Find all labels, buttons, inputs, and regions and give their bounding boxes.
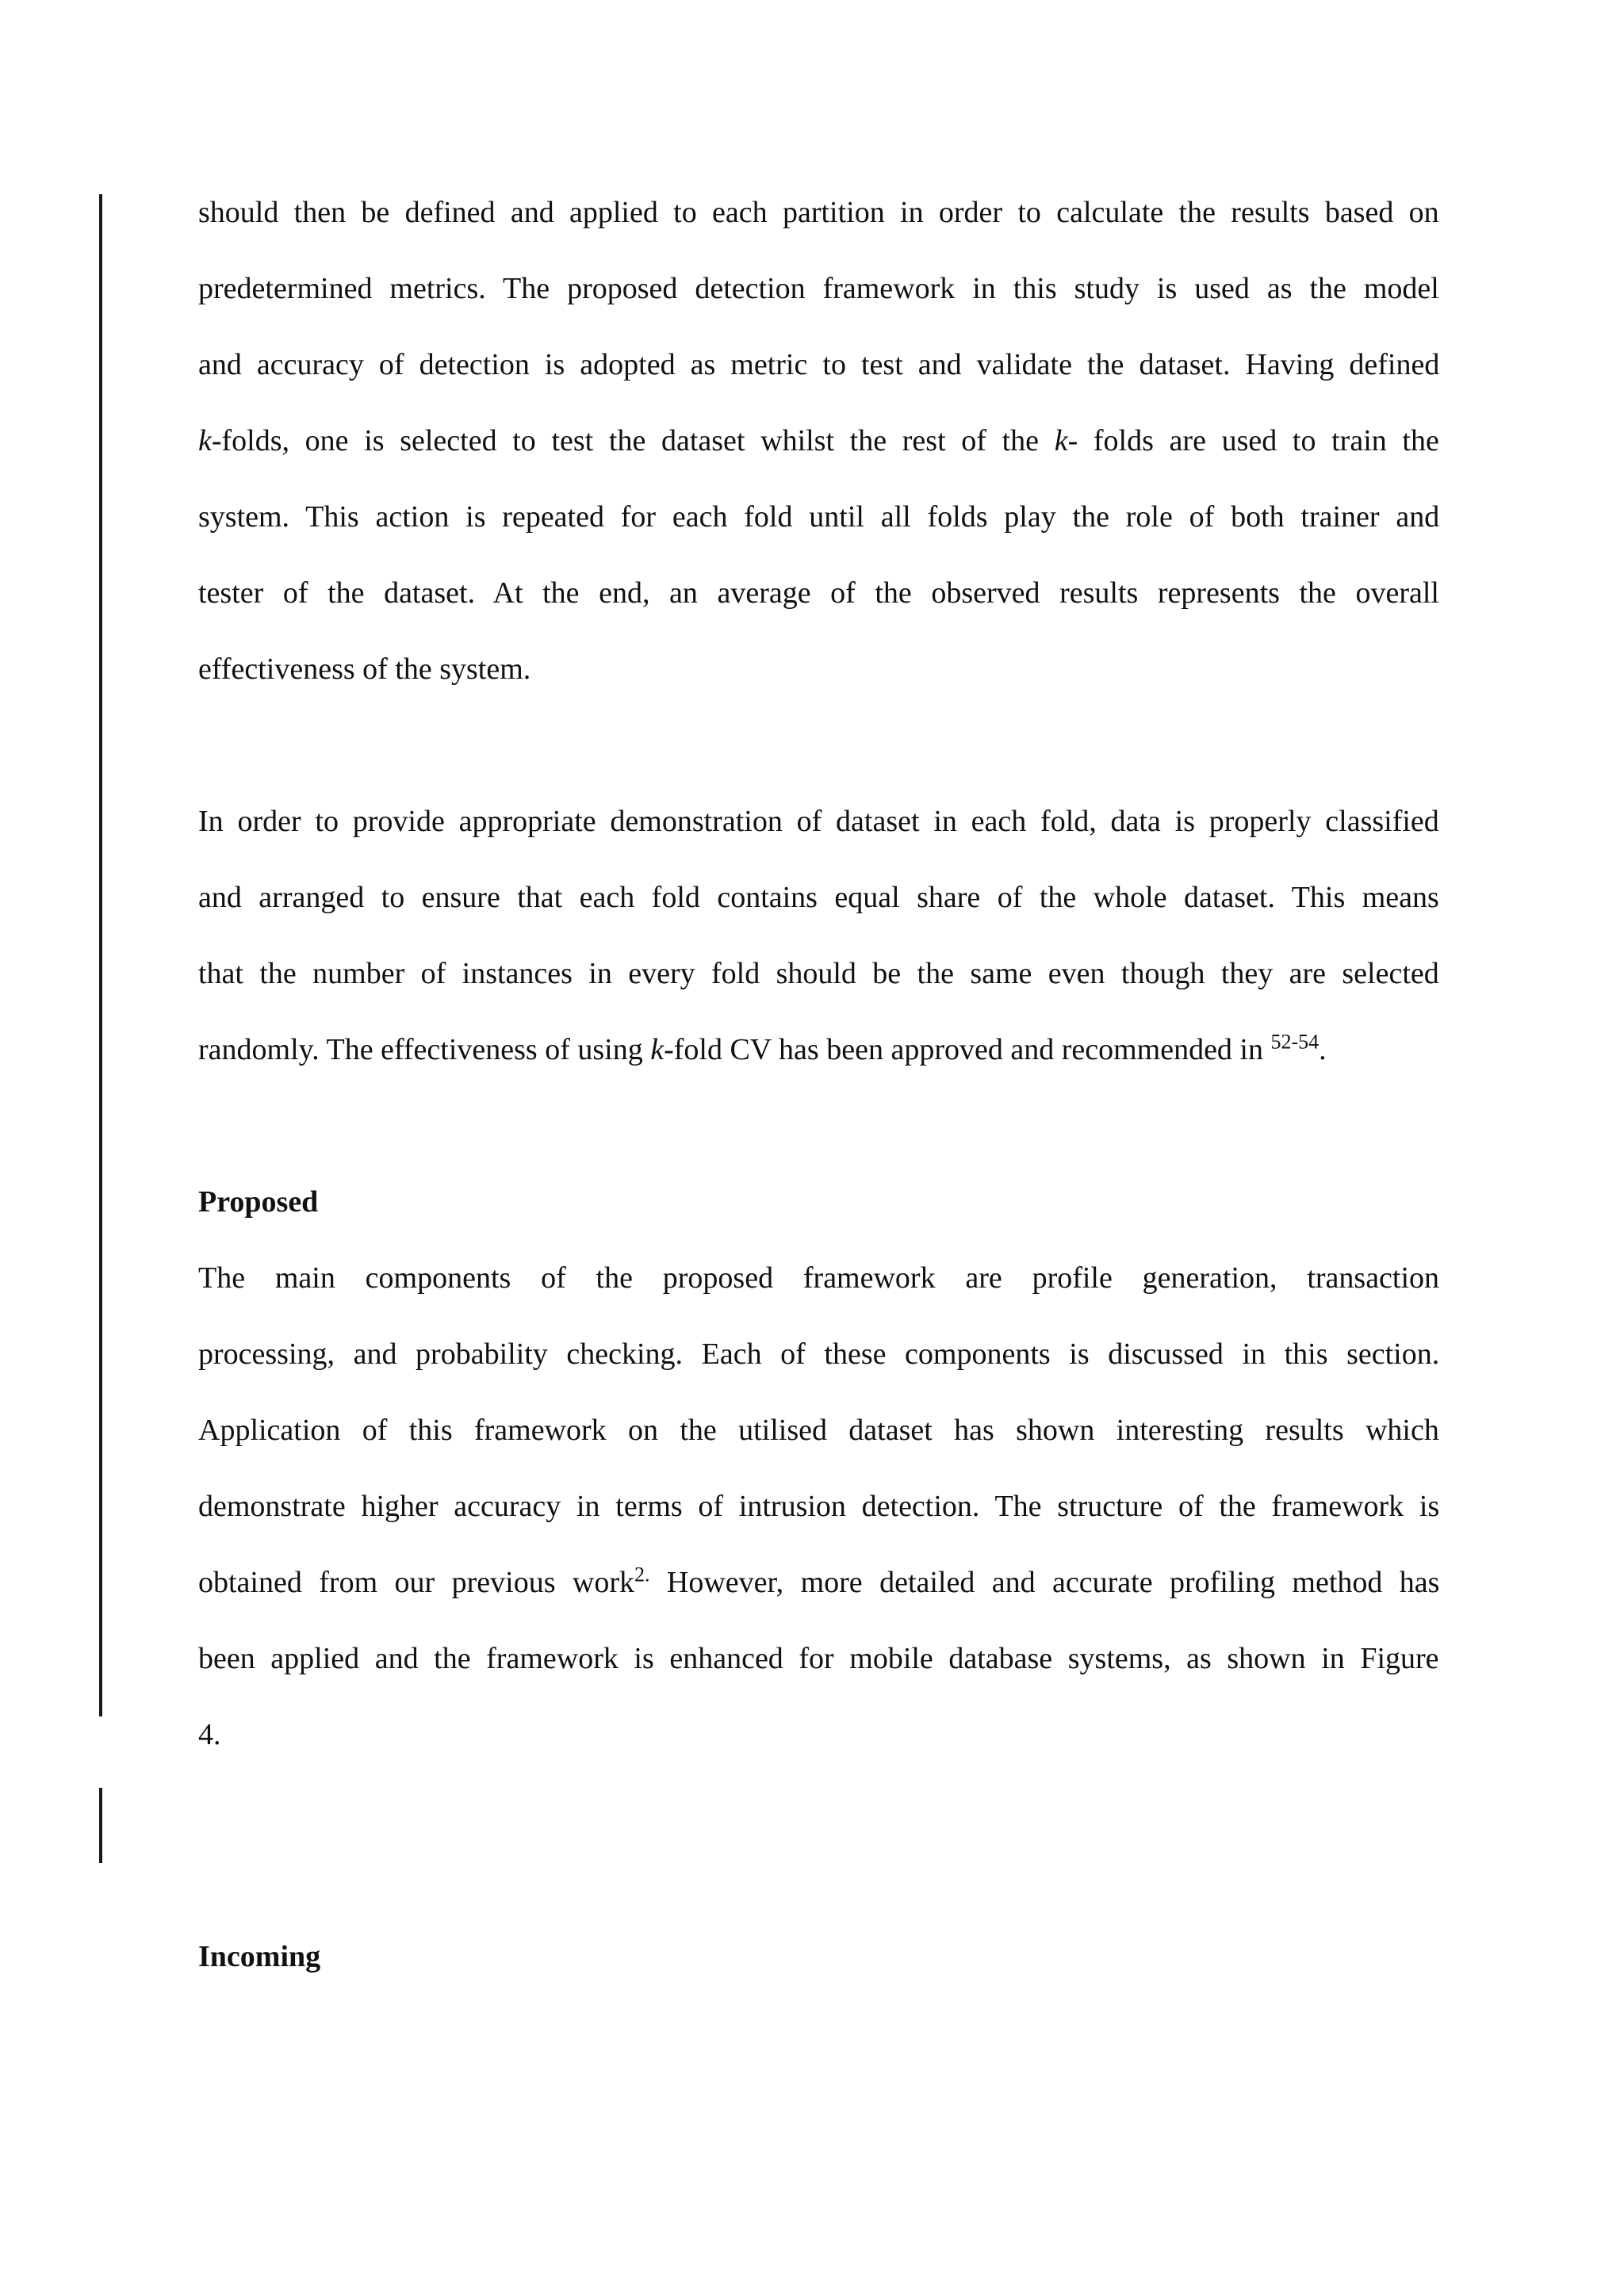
- text-line: [198, 251, 1439, 327]
- line-text: that the number of instances in every fold should be the same even though they are selected: [198, 957, 1439, 990]
- paragraph-framework-components: [198, 1240, 1439, 1773]
- line-text-part: However, more detailed and accurate profiling method has: [649, 1566, 1440, 1599]
- line-text: Application of this framework on the utilised dataset has shown interesting results which: [198, 1414, 1439, 1447]
- text-line: [198, 555, 1439, 631]
- text-line: [198, 936, 1439, 1012]
- text-line: [198, 1621, 1439, 1697]
- line-text: should then be defined and applied to each partition in order to calculate the results based on: [198, 196, 1439, 229]
- paragraph-kfold-procedure: [198, 174, 1439, 707]
- italic-k: k: [198, 424, 212, 457]
- text-line: [198, 859, 1439, 936]
- line-text: predetermined metrics. The proposed detection framework in this study is used as the model: [198, 272, 1439, 305]
- text-line: [198, 631, 1439, 707]
- line-text-part: randomly. The effectiveness of using: [198, 1033, 643, 1066]
- text-line: [198, 1012, 1439, 1088]
- text-line: [198, 1316, 1439, 1392]
- text-line: [198, 783, 1439, 859]
- text-line: [198, 1697, 1439, 1773]
- line-text: [198, 403, 1439, 479]
- paragraph-fold-distribution: [198, 783, 1439, 1088]
- text-line: [198, 1240, 1439, 1316]
- text-line: [198, 174, 1439, 251]
- text-line: [198, 1392, 1439, 1468]
- line-text: effectiveness of the system.: [198, 652, 531, 686]
- change-bar: [99, 194, 102, 1716]
- line-text: The main components of the proposed framework are profile generation, transaction: [198, 1261, 1440, 1295]
- paragraph-gap: [198, 1088, 1439, 1164]
- line-text-part: obtained from our previous work: [198, 1566, 634, 1599]
- line-text: 4.: [198, 1718, 221, 1751]
- line-text-part: - folds are used to train the: [1067, 424, 1439, 457]
- line-text: and accuracy of detection is adopted as metric to test and validate the dataset. Having defined: [198, 348, 1440, 381]
- line-text-part: .: [1319, 1033, 1327, 1066]
- line-text: In order to provide appropriate demonstration of dataset in each fold, data is properly classified: [198, 805, 1439, 838]
- line-text: [198, 1544, 1439, 1621]
- text-line: [198, 1544, 1439, 1621]
- line-text: [198, 1012, 1327, 1088]
- citation-superscript: 52-54: [1270, 1030, 1320, 1054]
- paragraph-gap: [198, 707, 1439, 783]
- line-text: demonstrate higher accuracy in terms of intrusion detection. The structure of the framework is: [198, 1490, 1440, 1523]
- change-bar: [99, 1788, 102, 1863]
- line-text: system. This action is repeated for each fold until all folds play the role of both trainer and: [198, 500, 1440, 534]
- text-line: [198, 327, 1439, 403]
- line-text: been applied and the framework is enhanced for mobile database systems, as shown in Figure: [198, 1642, 1439, 1675]
- citation-superscript: 2.: [634, 1563, 650, 1586]
- paragraph-gap: [198, 1773, 1439, 1919]
- section-heading: Incoming: [198, 1940, 321, 1973]
- line-text: tester of the dataset. At the end, an average of the observed results represents the overall: [198, 576, 1439, 610]
- line-text: and arranged to ensure that each fold contains equal share of the whole dataset. This means: [198, 881, 1439, 914]
- section-heading: Proposed: [198, 1185, 319, 1219]
- text-line: [198, 403, 1439, 479]
- italic-k: k: [1054, 424, 1068, 457]
- line-text: processing, and probability checking. Each of these components is discussed in this section.: [198, 1337, 1440, 1371]
- page-body: [198, 174, 1439, 1995]
- italic-k: k: [650, 1033, 665, 1066]
- line-text-part: -fold CV has been approved and recommended in: [664, 1033, 1263, 1066]
- text-line: [198, 479, 1439, 555]
- text-line: [198, 1468, 1439, 1544]
- line-text-part: -folds, one is selected to test the dataset whilst the rest of the: [211, 424, 1040, 457]
